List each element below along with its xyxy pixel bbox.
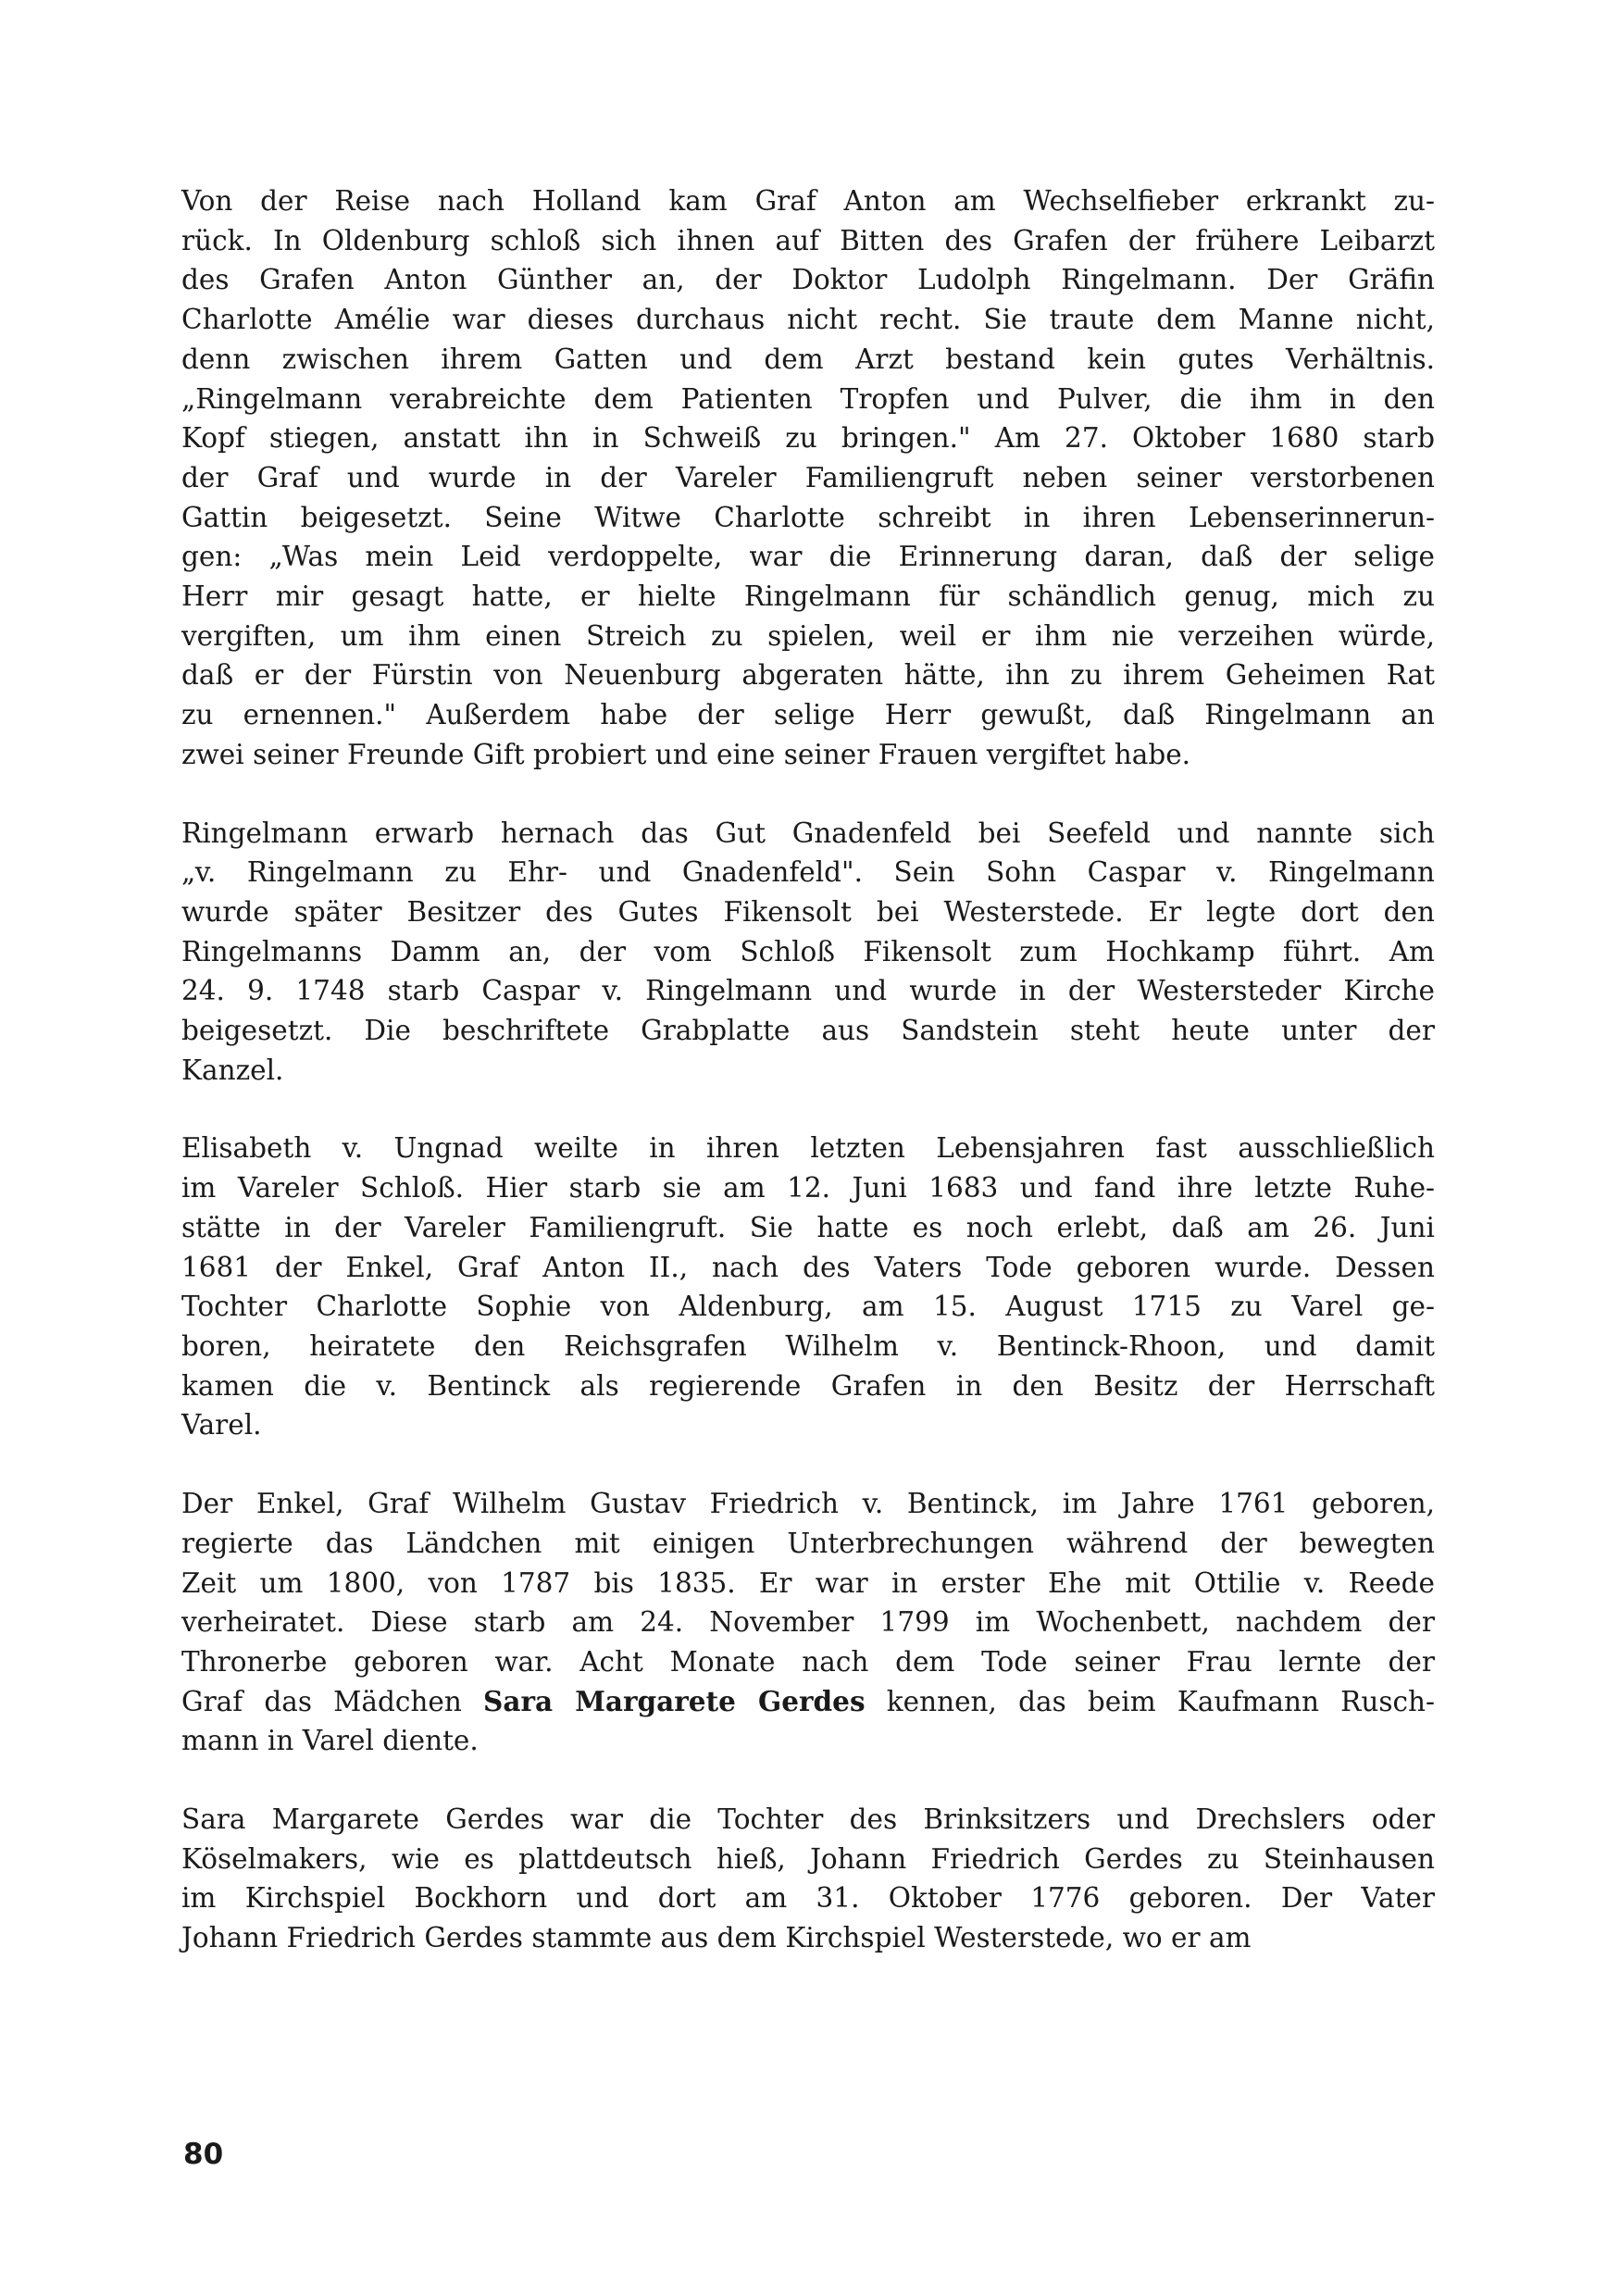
- paragraph-line: zu ernennen." Außerdem habe der selige Herr gewußt, daß Ringelmann an: [181, 699, 1435, 731]
- paragraph-line: im Kirchspiel Bockhorn und dort am 31. Oktober 1776 geboren. Der Vater: [181, 1882, 1435, 1915]
- paragraph-line: regierte das Ländchen mit einigen Unterbrechungen während der bewegten: [181, 1527, 1435, 1559]
- paragraph-line: des Grafen Anton Günther an, der Doktor Ludolph Ringelmann. Der Gräfin: [181, 264, 1435, 296]
- paragraph-line: „v. Ringelmann zu Ehr- und Gnadenfeld". Sein Sohn Caspar v. Ringelmann: [181, 856, 1435, 889]
- paragraph-line: 24. 9. 1748 starb Caspar v. Ringelmann und wurde in der Westersteder Kirche: [181, 975, 1435, 1007]
- paragraph-line: Johann Friedrich Gerdes stammte aus dem Kirchspiel Westerstede, wo er am: [181, 1922, 1252, 1954]
- paragraph-line: wurde später Besitzer des Gutes Fikensolt bei Westerstede. Er legte dort den: [181, 895, 1435, 928]
- paragraph-line: Gattin beigesetzt. Seine Witwe Charlotte schreibt in ihren Lebenserinnerun-: [181, 501, 1435, 533]
- paragraph-line: Kanzel.: [181, 1054, 284, 1086]
- paragraph-line: mann in Varel diente.: [181, 1725, 479, 1757]
- paragraph-line: verheiratet. Diese starb am 24. November 1799 im Wochenbett, nachdem der: [181, 1606, 1435, 1639]
- paragraph-line: Tochter Charlotte Sophie von Aldenburg, am 15. August 1715 zu Varel ge-: [181, 1291, 1435, 1323]
- paragraph-line: vergiften, um ihm einen Streich zu spielen, weil er ihm nie verzeihen würde,: [181, 619, 1435, 652]
- paragraph-line: Köselmakers, wie es plattdeutsch hieß, Johann Friedrich Gerdes zu Steinhausen: [181, 1842, 1435, 1875]
- paragraph-3: [181, 1129, 1435, 1445]
- paragraph-5: [181, 1800, 1435, 1958]
- body-text: [181, 181, 1435, 1997]
- paragraph-1: [181, 181, 1435, 775]
- paragraph-line: Der Enkel, Graf Wilhelm Gustav Friedrich v. Bentinck, im Jahre 1761 geboren,: [181, 1488, 1435, 1520]
- paragraph-line: 1681 der Enkel, Graf Anton II., nach des Vaters Tode geboren wurde. Dessen: [181, 1251, 1435, 1283]
- paragraph-line: stätte in der Vareler Familiengruft. Sie hatte es noch erlebt, daß am 26. Juni: [181, 1211, 1435, 1243]
- paragraph-line: Elisabeth v. Ungnad weilte in ihren letzten Lebensjahren fast ausschließlich: [181, 1132, 1435, 1165]
- paragraph-line: Charlotte Amélie war dieses durchaus nicht recht. Sie traute dem Manne nicht,: [181, 304, 1435, 336]
- paragraph-line: daß er der Fürstin von Neuenburg abgeraten hätte, ihn zu ihrem Geheimen Rat: [181, 659, 1435, 692]
- page-number: 80: [183, 2138, 224, 2171]
- paragraph-line: Ringelmanns Damm an, der vom Schloß Fikensolt zum Hochkamp führt. Am: [181, 935, 1435, 967]
- paragraph-2: [181, 814, 1435, 1091]
- paragraph-line: Graf das Mädchen Sara Margarete Gerdes kennen, das beim Kaufmann Rusch-: [181, 1684, 1436, 1717]
- paragraph-line: beigesetzt. Die beschriftete Grabplatte aus Sandstein steht heute unter der: [181, 1015, 1435, 1047]
- paragraph-4: [181, 1484, 1435, 1761]
- paragraph-line: der Graf und wurde in der Vareler Familiengruft neben seiner verstorbenen: [181, 461, 1435, 493]
- paragraph-line: Kopf stiegen, anstatt ihn in Schweiß zu bringen." Am 27. Oktober 1680 starb: [181, 422, 1435, 455]
- paragraph-line: Herr mir gesagt hatte, er hielte Ringelmann für schändlich genug, mich zu: [181, 580, 1435, 613]
- paragraph-line: zwei seiner Freunde Gift probiert und eine seiner Frauen vergiftet habe.: [181, 738, 1191, 770]
- paragraph-line: Zeit um 1800, von 1787 bis 1835. Er war in erster Ehe mit Ottilie v. Reede: [181, 1566, 1435, 1599]
- highlighted-name: Sara Margarete Gerdes: [483, 1684, 866, 1717]
- paragraph-line: „Ringelmann verabreichte dem Patienten Tropfen und Pulver, die ihm in den: [181, 382, 1435, 415]
- paragraph-line: boren, heiratete den Reichsgrafen Wilhelm v. Bentinck-Rhoon, und damit: [181, 1329, 1435, 1362]
- paragraph-line: Varel.: [181, 1409, 262, 1441]
- paragraph-line: Von der Reise nach Holland kam Graf Anton am Wechselfieber erkrankt zu-: [181, 185, 1435, 217]
- paragraph-line: Sara Margarete Gerdes war die Tochter des Brinksitzers und Drechslers oder: [181, 1803, 1435, 1836]
- paragraph-line: Ringelmann erwarb hernach das Gut Gnadenfeld bei Seefeld und nannte sich: [181, 817, 1435, 849]
- paragraph-line: gen: „Was mein Leid verdoppelte, war die Erinnerung daran, daß der selige: [181, 541, 1435, 573]
- paragraph-line: denn zwischen ihrem Gatten und dem Arzt bestand kein gutes Verhältnis.: [181, 343, 1435, 375]
- paragraph-line: kamen die v. Bentinck als regierende Grafen in den Besitz der Herrschaft: [181, 1369, 1435, 1402]
- paragraph-line: Thronerbe geboren war. Acht Monate nach dem Tode seiner Frau lernte der: [181, 1645, 1435, 1678]
- paragraph-line: im Vareler Schloß. Hier starb sie am 12. Juni 1683 und fand ihre letzte Ruhe-: [181, 1172, 1435, 1204]
- paragraph-line: rück. In Oldenburg schloß sich ihnen auf Bitten des Grafen der frühere Leibarzt: [181, 224, 1435, 256]
